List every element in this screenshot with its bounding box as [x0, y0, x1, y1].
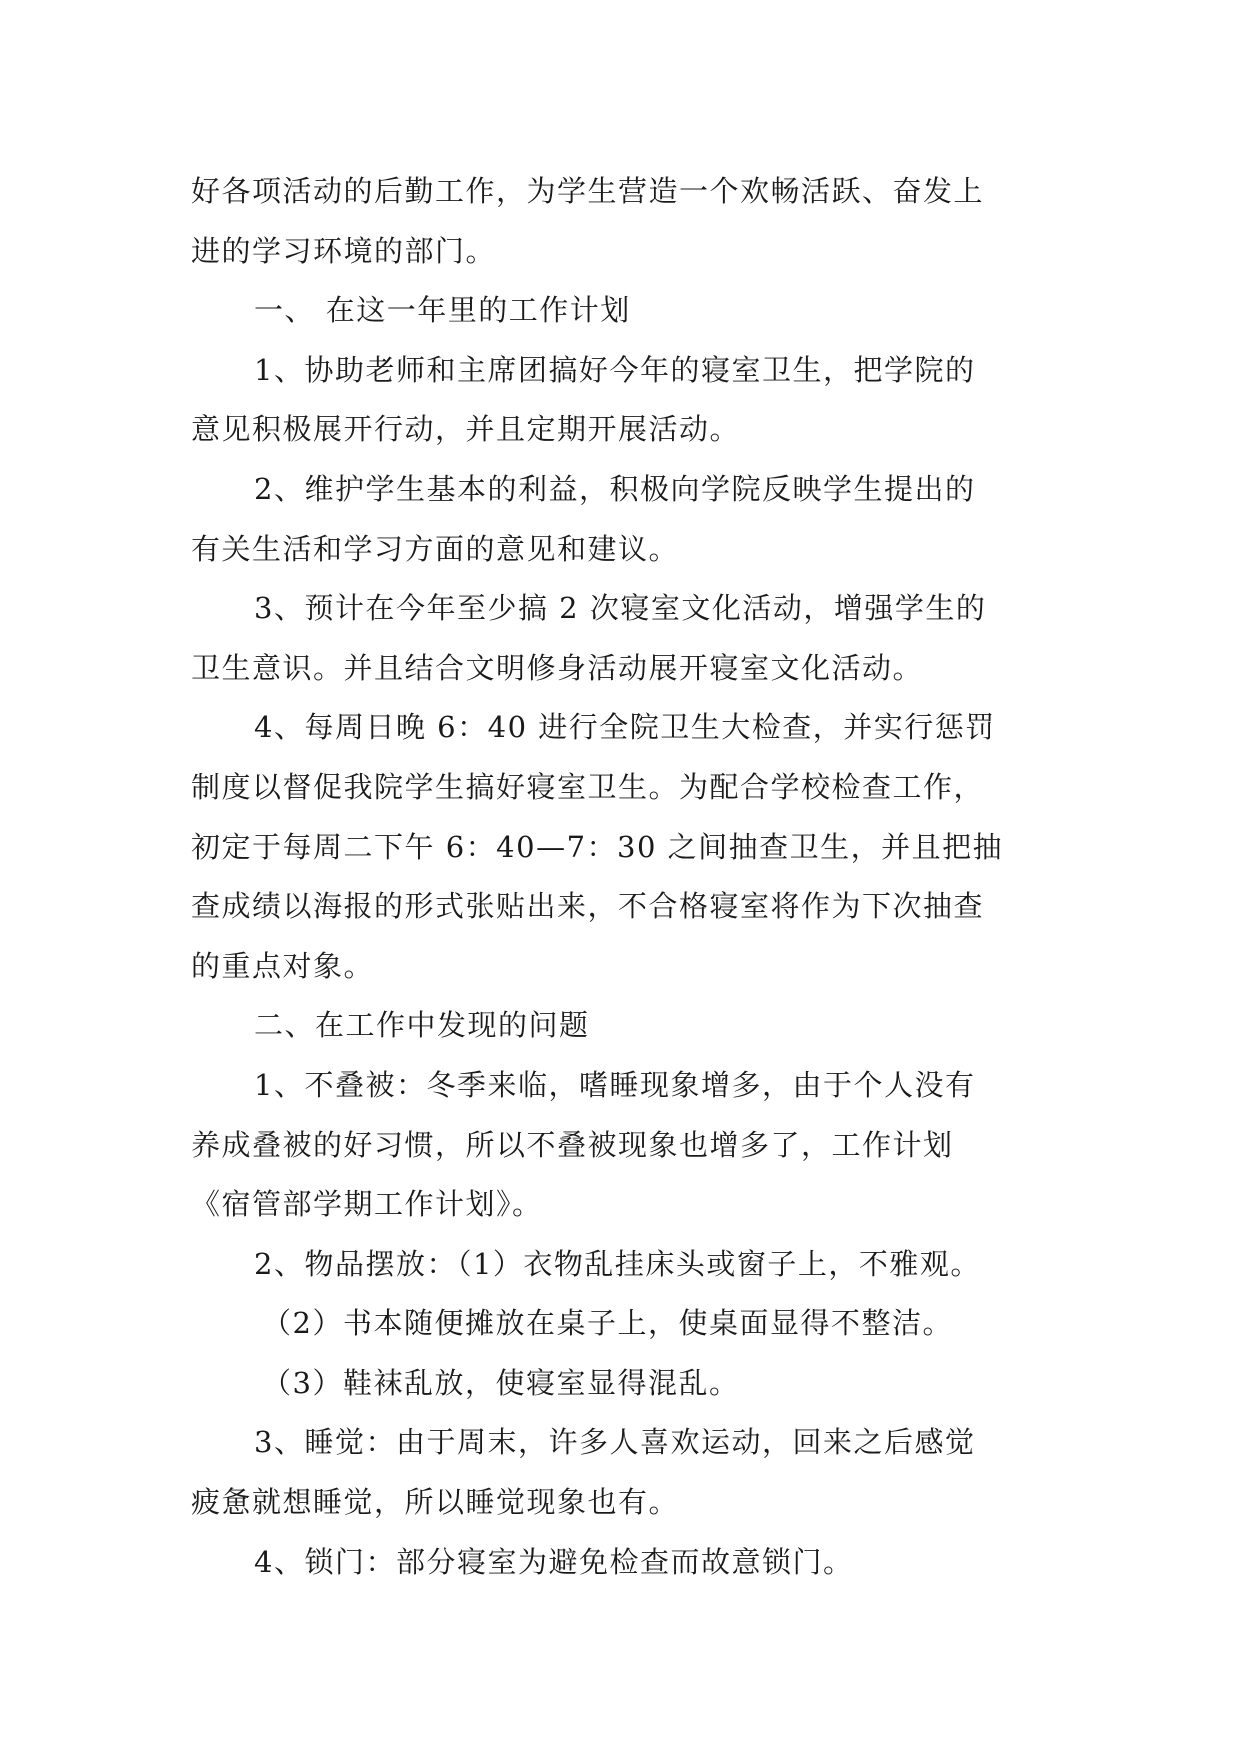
section-heading-2: 二、在工作中发现的问题 — [254, 1008, 590, 1043]
text-line: 《宿管部学期工作计划》。 — [191, 1187, 543, 1222]
text-line: 养成叠被的好习惯，所以不叠被现象也增多了，工作计划 — [191, 1127, 954, 1162]
text-line: 1、不叠被：冬季来临，嗜睡现象增多，由于个人没有 — [254, 1067, 976, 1102]
text-line: 意见积极展开行动，并且定期开展活动。 — [191, 412, 741, 447]
text-line: 4、每周日晚 6：40 进行全院卫生大检查，并实行惩罚 — [254, 710, 996, 745]
text-line: 好各项活动的后勤工作，为学生营造一个欢畅活跃、奋发上 — [191, 174, 985, 208]
text-line: 4、锁门：部分寝室为避免检查而故意锁门。 — [254, 1544, 854, 1579]
text-line: 有关生活和学习方面的意见和建议。 — [191, 531, 680, 566]
text-line: 3、预计在今年至少搞 2 次寝室文化活动，增强学生的 — [254, 591, 987, 626]
text-line: 制度以督促我院学生搞好寝室卫生。为配合学校检查工作， — [191, 769, 985, 804]
text-line: 的重点对象。 — [191, 948, 375, 983]
text-line: （2）书本随便摊放在桌子上，使桌面显得不整洁。 — [262, 1306, 953, 1341]
text-line: 查成绩以海报的形式张贴出来，不合格寝室将作为下次抽查 — [191, 889, 985, 924]
text-line: 卫生意识。并且结合文明修身活动展开寝室文化活动。 — [191, 650, 924, 685]
text-line: 2、维护学生基本的利益，积极向学院反映学生提出的 — [254, 471, 976, 506]
text-line: （3）鞋袜乱放，使寝室显得混乱。 — [262, 1365, 740, 1400]
text-line: 疲惫就想睡觉，所以睡觉现象也有。 — [191, 1485, 680, 1520]
text-line: 进的学习环境的部门。 — [191, 233, 497, 268]
text-line: 1、协助老师和主席团搞好今年的寝室卫生，把学院的 — [254, 352, 976, 387]
text-line: 2、物品摆放：（1）衣物乱挂床头或窗子上，不雅观。 — [254, 1246, 981, 1281]
text-line: 3、睡觉：由于周末，许多人喜欢运动，回来之后感觉 — [254, 1425, 976, 1460]
text-line: 初定于每周二下午 6：40—7：30 之间抽查卫生，并且把抽 — [191, 829, 1004, 864]
section-heading-1: 一、 在这一年里的工作计划 — [254, 293, 631, 328]
document-body — [191, 162, 1061, 1592]
